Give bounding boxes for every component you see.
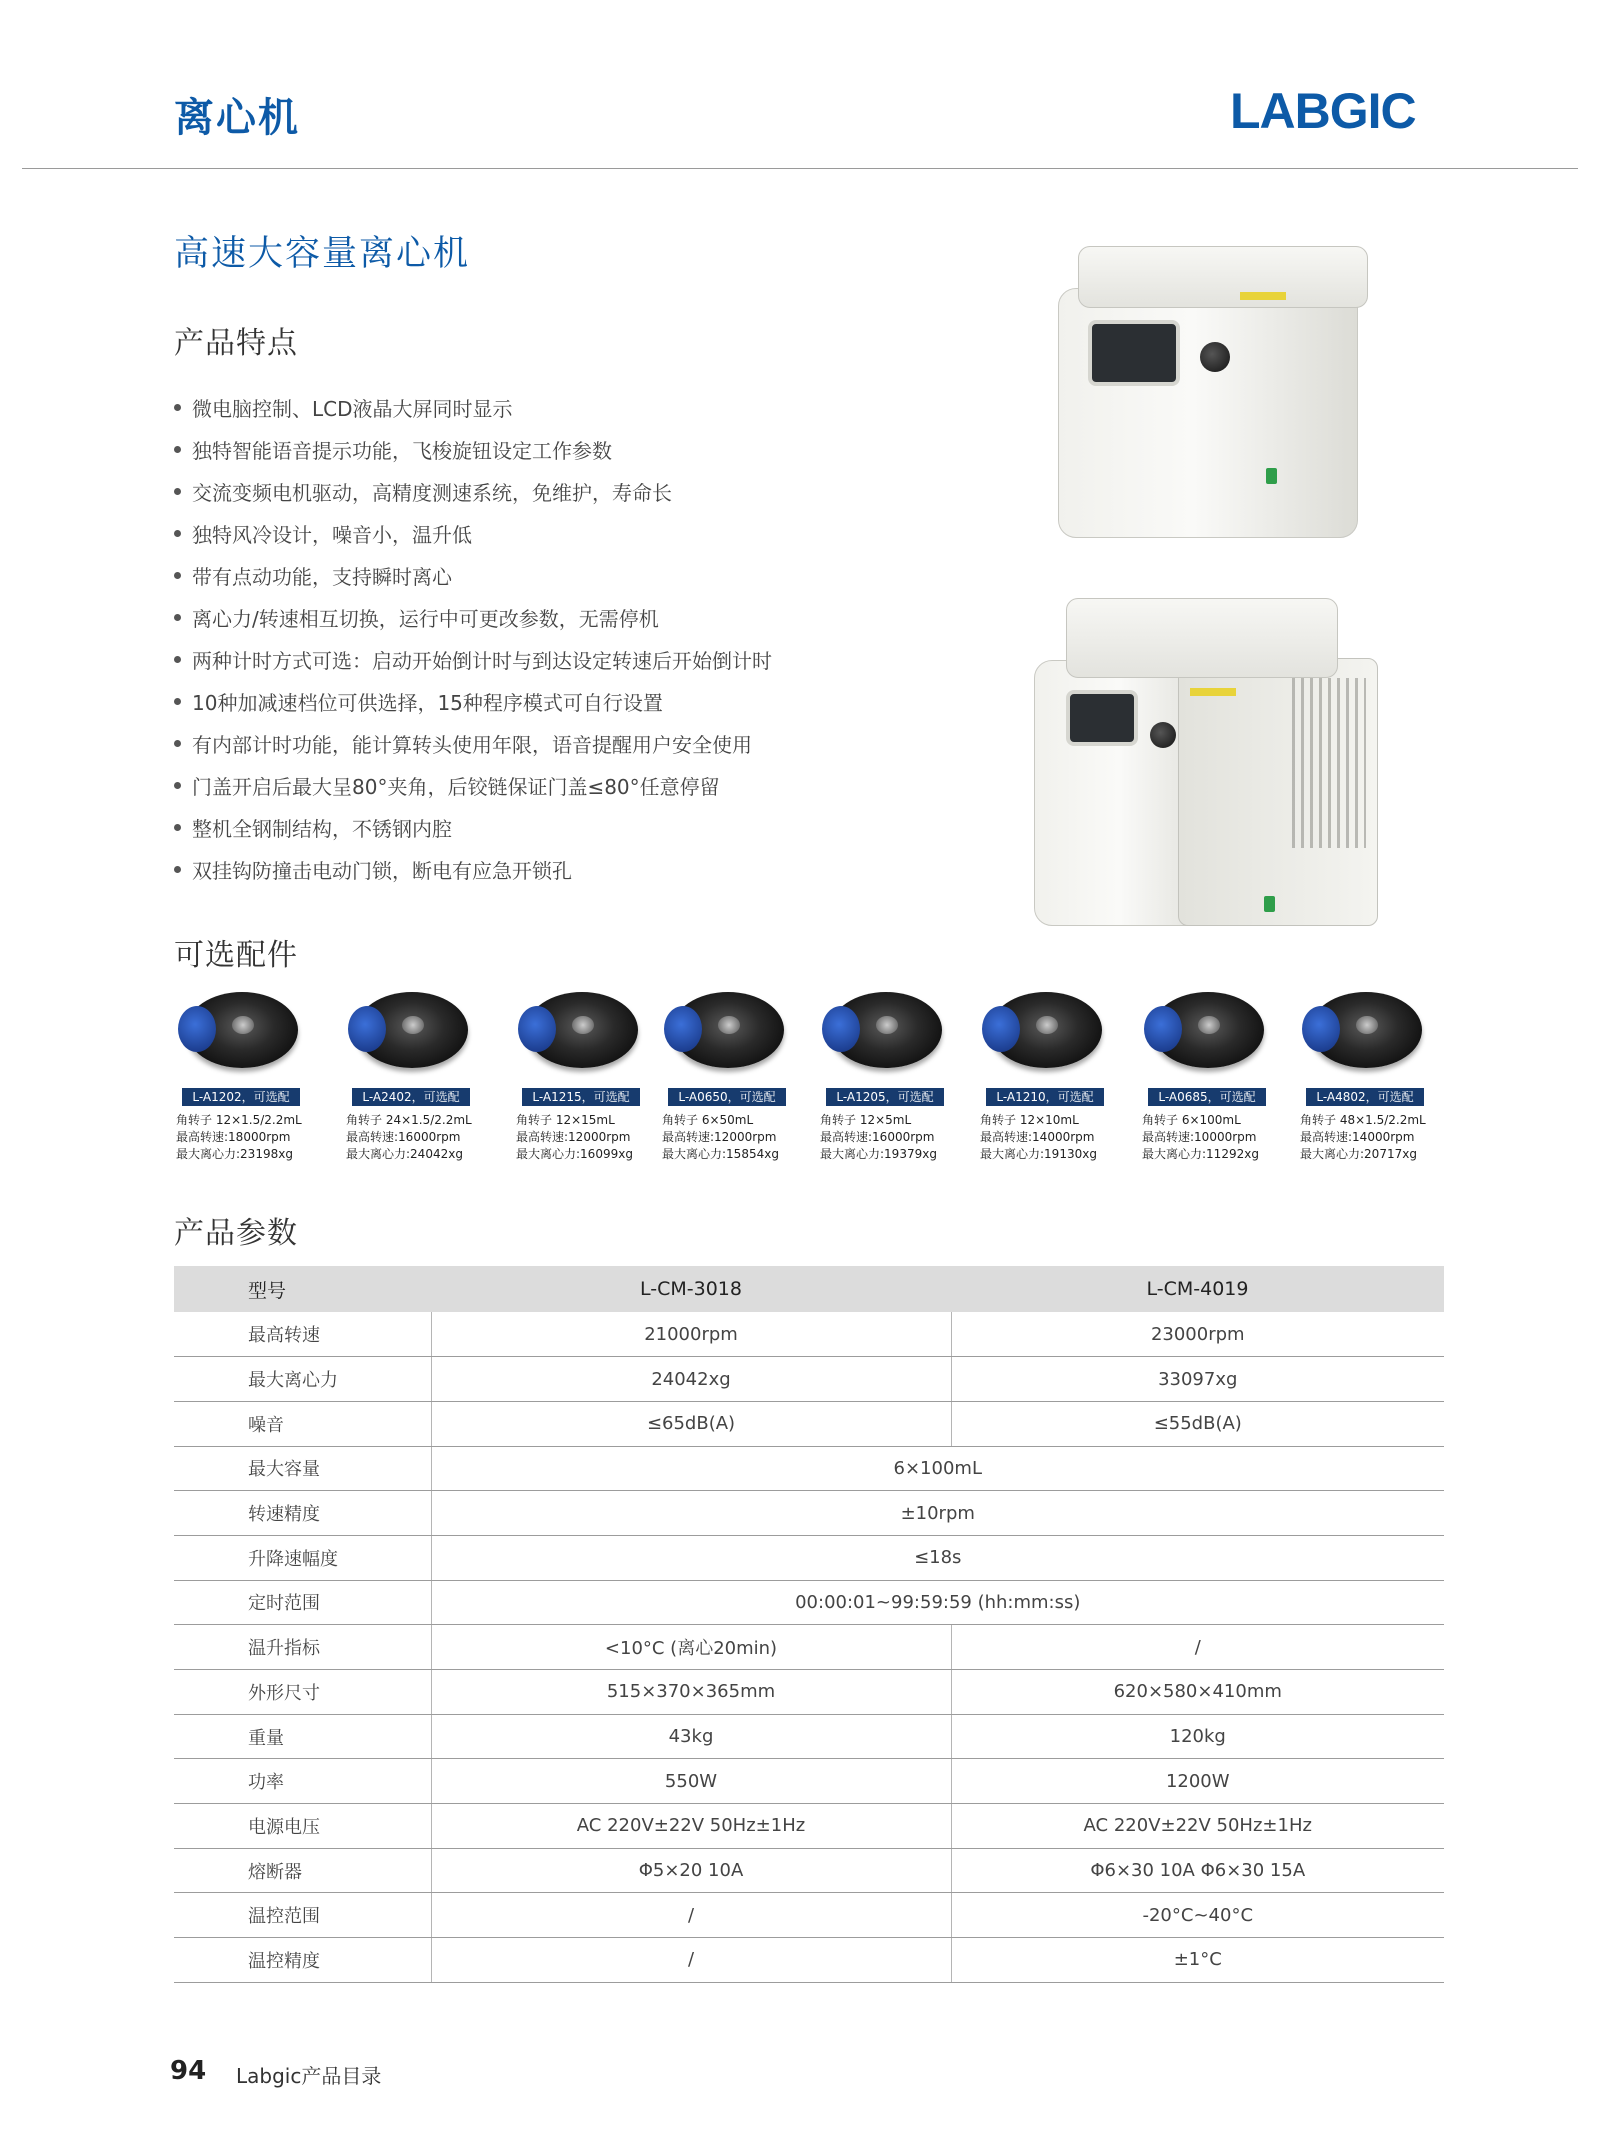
cell-shared: 00:00:01~99:59:59 (hh:mm:ss) bbox=[431, 1580, 1444, 1625]
rotor-image bbox=[348, 984, 470, 1076]
cell-model-2: 33097xg bbox=[951, 1357, 1444, 1402]
accessory-code: L-A1202，可选配 bbox=[182, 1088, 300, 1106]
table-row bbox=[174, 1580, 1444, 1625]
accessory-code: L-A0685，可选配 bbox=[1148, 1088, 1266, 1106]
row-label: 最大容量 bbox=[174, 1446, 431, 1491]
table-row bbox=[174, 1893, 1444, 1938]
table-row bbox=[174, 1357, 1444, 1402]
accessory-specs: 角转子 6×100mL 最高转速:10000rpm 最大离心力:11292xg bbox=[1142, 1113, 1259, 1161]
category-title: 离心机 bbox=[174, 95, 300, 141]
row-label: 温升指标 bbox=[174, 1625, 431, 1670]
cell-model-1: AC 220V±22V 50Hz±1Hz bbox=[431, 1804, 951, 1849]
cell-model-2: 1200W bbox=[951, 1759, 1444, 1804]
accessory-code: L-A1210，可选配 bbox=[986, 1088, 1104, 1106]
table-row bbox=[174, 1625, 1444, 1670]
table-row bbox=[174, 1446, 1444, 1491]
table-row bbox=[174, 1401, 1444, 1446]
cell-model-2: 120kg bbox=[951, 1714, 1444, 1759]
bullet-icon bbox=[174, 488, 181, 495]
accessory-code: L-A2402，可选配 bbox=[352, 1088, 470, 1106]
feature-text: 独特风冷设计，噪音小，温升低 bbox=[192, 522, 472, 547]
row-label: 噪音 bbox=[174, 1401, 431, 1446]
brand-logo: LABGIC bbox=[1230, 83, 1416, 139]
centrifuge-image-large bbox=[1030, 598, 1386, 934]
feature-text: 微电脑控制、LCD液晶大屏同时显示 bbox=[192, 396, 513, 421]
features-heading: 产品特点 bbox=[174, 326, 298, 361]
row-label: 最大离心力 bbox=[174, 1357, 431, 1402]
row-label: 定时范围 bbox=[174, 1580, 431, 1625]
vent-grille bbox=[1292, 678, 1366, 848]
cell-model-1: Φ5×20 10A bbox=[431, 1848, 951, 1893]
row-label: 熔断器 bbox=[174, 1848, 431, 1893]
lcd-screen bbox=[1088, 320, 1180, 386]
product-title: 高速大容量离心机 bbox=[174, 234, 471, 274]
row-label: 功率 bbox=[174, 1759, 431, 1804]
accessory-specs: 角转子 48×1.5/2.2mL 最高转速:14000rpm 最大离心力:20717xg bbox=[1300, 1113, 1426, 1161]
centrifuge-image-small bbox=[1050, 246, 1370, 544]
feature-text: 整机全钢制结构，不锈钢内腔 bbox=[192, 816, 452, 841]
machine-lid bbox=[1078, 246, 1368, 308]
row-label: 温控精度 bbox=[174, 1938, 431, 1983]
control-knob-icon bbox=[1200, 342, 1230, 372]
row-label: 温控范围 bbox=[174, 1893, 431, 1938]
cell-model-2: -20°C~40°C bbox=[951, 1893, 1444, 1938]
rotor-image bbox=[664, 984, 786, 1076]
control-knob-icon bbox=[1150, 722, 1176, 748]
header-divider bbox=[22, 168, 1578, 169]
accessory-code: L-A0650，可选配 bbox=[668, 1088, 786, 1106]
accessory-specs: 角转子 12×5mL 最高转速:16000rpm 最大离心力:19379xg bbox=[820, 1113, 937, 1161]
catalog-name: Labgic产品目录 bbox=[236, 2064, 382, 2088]
cell-model-1: 550W bbox=[431, 1759, 951, 1804]
table-row bbox=[174, 1804, 1444, 1849]
feature-text: 10种加减速档位可供选择，15种程序模式可自行设置 bbox=[192, 690, 663, 715]
feature-list bbox=[174, 386, 772, 890]
lcd-screen bbox=[1066, 690, 1138, 746]
params-table bbox=[174, 1266, 1444, 1983]
machine-lid bbox=[1066, 598, 1338, 678]
rotor-image bbox=[982, 984, 1104, 1076]
bullet-icon bbox=[174, 782, 181, 789]
table-row bbox=[174, 1714, 1444, 1759]
table-header-row bbox=[174, 1266, 1444, 1312]
row-label: 最高转速 bbox=[174, 1312, 431, 1357]
rotor-image bbox=[822, 984, 944, 1076]
cell-model-1: 43kg bbox=[431, 1714, 951, 1759]
bullet-icon bbox=[174, 698, 181, 705]
bullet-icon bbox=[174, 656, 181, 663]
feature-item bbox=[174, 512, 772, 554]
rotor-image bbox=[518, 984, 640, 1076]
table-row bbox=[174, 1759, 1444, 1804]
row-label: 升降速幅度 bbox=[174, 1535, 431, 1580]
bullet-icon bbox=[174, 404, 181, 411]
header-model-2: L-CM-4019 bbox=[951, 1266, 1444, 1312]
feature-item bbox=[174, 638, 772, 680]
feature-text: 有内部计时功能，能计算转头使用年限，语音提醒用户安全使用 bbox=[192, 732, 752, 757]
accessory-code: L-A1215，可选配 bbox=[522, 1088, 640, 1106]
power-switch-icon bbox=[1264, 896, 1275, 912]
table-row bbox=[174, 1848, 1444, 1893]
row-label: 重量 bbox=[174, 1714, 431, 1759]
cell-shared: ≤18s bbox=[431, 1535, 1444, 1580]
table-row bbox=[174, 1535, 1444, 1580]
page-number: 94 bbox=[170, 2056, 207, 2086]
feature-text: 门盖开启后最大呈80°夹角，后铰链保证门盖≤80°任意停留 bbox=[192, 774, 720, 799]
feature-text: 带有点动功能，支持瞬时离心 bbox=[192, 564, 452, 589]
accessory-specs: 角转子 6×50mL 最高转速:12000rpm 最大离心力:15854xg bbox=[662, 1113, 779, 1161]
feature-item bbox=[174, 806, 772, 848]
table-row bbox=[174, 1670, 1444, 1715]
cell-model-1: 21000rpm bbox=[431, 1312, 951, 1357]
feature-text: 双挂钩防撞击电动门锁，断电有应急开锁孔 bbox=[192, 858, 572, 883]
header-model-1: L-CM-3018 bbox=[431, 1266, 951, 1312]
table-row bbox=[174, 1491, 1444, 1536]
row-label: 外形尺寸 bbox=[174, 1670, 431, 1715]
table-row bbox=[174, 1938, 1444, 1983]
cell-model-1: 24042xg bbox=[431, 1357, 951, 1402]
rotor-image bbox=[1302, 984, 1424, 1076]
accessory-specs: 角转子 24×1.5/2.2mL 最高转速:16000rpm 最大离心力:24042xg bbox=[346, 1113, 472, 1161]
feature-item bbox=[174, 386, 772, 428]
cell-model-2: ≤55dB(A) bbox=[951, 1401, 1444, 1446]
cell-shared: 6×100mL bbox=[431, 1446, 1444, 1491]
feature-item bbox=[174, 428, 772, 470]
power-switch-icon bbox=[1266, 468, 1277, 484]
rotor-image bbox=[178, 984, 300, 1076]
warning-label bbox=[1190, 688, 1236, 696]
feature-item bbox=[174, 764, 772, 806]
bullet-icon bbox=[174, 614, 181, 621]
feature-text: 交流变频电机驱动，高精度测速系统，免维护，寿命长 bbox=[192, 480, 672, 505]
cell-model-2: AC 220V±22V 50Hz±1Hz bbox=[951, 1804, 1444, 1849]
bullet-icon bbox=[174, 866, 181, 873]
accessory-code: L-A4802，可选配 bbox=[1306, 1088, 1424, 1106]
header-label: 型号 bbox=[174, 1266, 431, 1312]
cell-model-2: 620×580×410mm bbox=[951, 1670, 1444, 1715]
cell-model-2: ±1°C bbox=[951, 1938, 1444, 1983]
feature-item bbox=[174, 680, 772, 722]
warning-label bbox=[1240, 292, 1286, 300]
accessory-specs: 角转子 12×10mL 最高转速:14000rpm 最大离心力:19130xg bbox=[980, 1113, 1097, 1161]
row-label: 电源电压 bbox=[174, 1804, 431, 1849]
row-label: 转速精度 bbox=[174, 1491, 431, 1536]
bullet-icon bbox=[174, 572, 181, 579]
cell-shared: ±10rpm bbox=[431, 1491, 1444, 1536]
bullet-icon bbox=[174, 446, 181, 453]
feature-item bbox=[174, 722, 772, 764]
accessory-specs: 角转子 12×1.5/2.2mL 最高转速:18000rpm 最大离心力:23198xg bbox=[176, 1113, 302, 1161]
params-heading: 产品参数 bbox=[174, 1216, 298, 1251]
feature-item bbox=[174, 848, 772, 890]
rotor-image bbox=[1144, 984, 1266, 1076]
feature-text: 离心力/转速相互切换，运行中可更改参数，无需停机 bbox=[192, 606, 659, 631]
cell-model-1: / bbox=[431, 1938, 951, 1983]
feature-text: 两种计时方式可选：启动开始倒计时与到达设定转速后开始倒计时 bbox=[192, 648, 772, 673]
accessories-heading: 可选配件 bbox=[174, 938, 298, 973]
accessory-code: L-A1205，可选配 bbox=[826, 1088, 944, 1106]
bullet-icon bbox=[174, 824, 181, 831]
cell-model-2: 23000rpm bbox=[951, 1312, 1444, 1357]
feature-item bbox=[174, 470, 772, 512]
cell-model-1: 515×370×365mm bbox=[431, 1670, 951, 1715]
cell-model-1: / bbox=[431, 1893, 951, 1938]
cell-model-1: <10°C (离心20min) bbox=[431, 1625, 951, 1670]
cell-model-1: ≤65dB(A) bbox=[431, 1401, 951, 1446]
bullet-icon bbox=[174, 530, 181, 537]
accessory-specs: 角转子 12×15mL 最高转速:12000rpm 最大离心力:16099xg bbox=[516, 1113, 633, 1161]
cell-model-2: Φ6×30 10A Φ6×30 15A bbox=[951, 1848, 1444, 1893]
feature-item bbox=[174, 554, 772, 596]
feature-item bbox=[174, 596, 772, 638]
feature-text: 独特智能语音提示功能，飞梭旋钮设定工作参数 bbox=[192, 438, 612, 463]
table-row bbox=[174, 1312, 1444, 1357]
cell-model-2: / bbox=[951, 1625, 1444, 1670]
bullet-icon bbox=[174, 740, 181, 747]
